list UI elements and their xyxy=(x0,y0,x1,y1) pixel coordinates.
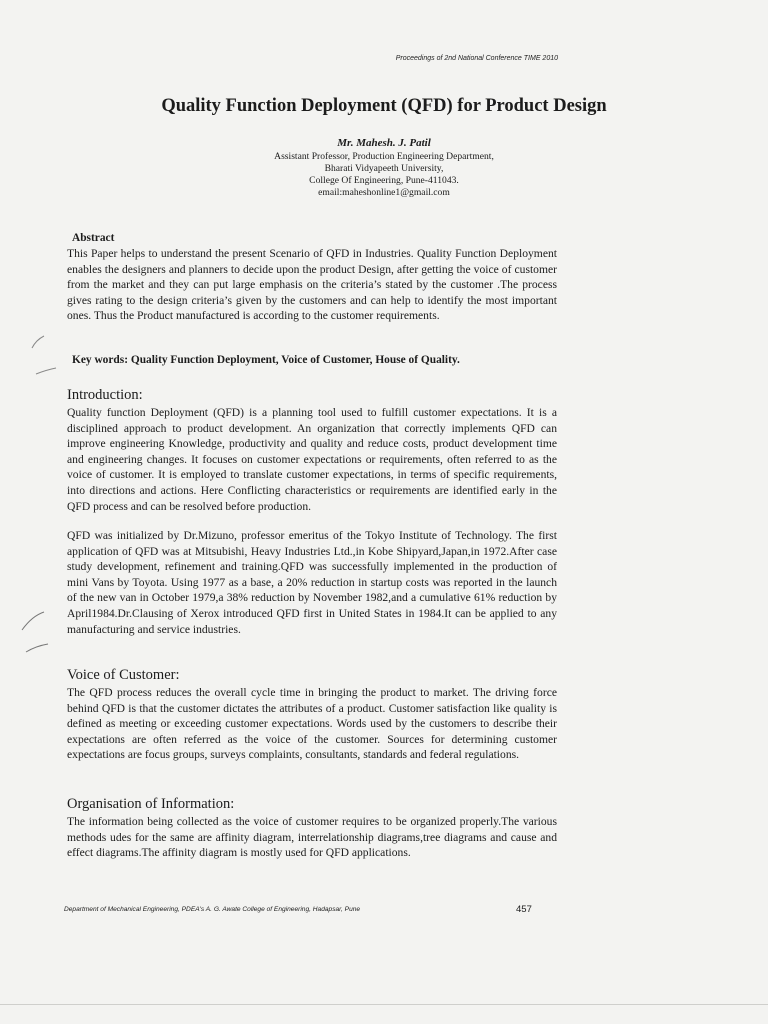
abstract-heading: Abstract xyxy=(72,232,115,244)
section-heading-organisation: Organisation of Information: xyxy=(67,796,235,812)
voice-of-customer-paragraph: The QFD process reduces the overall cycle time in bringing the product to market. The driving force behind QFD is that the customer dictates the attributes of a product. Customer satisfaction like quality is defined as meeting or exceeding customer expectations. Words used by the customers to describe their expectations are often referred as the voice of the customer. Sources for determining customer expectations are focus groups, surveys complaints, consultants, standards and federal regulations. xyxy=(67,686,557,762)
affiliation-line: College Of Engineering, Pune-411043. xyxy=(309,175,459,186)
pencil-mark-decoration xyxy=(26,330,66,380)
author-block xyxy=(0,136,768,199)
footer-department: Department of Mechanical Engineering, PDEA's A. G. Awate College of Engineering, Hadapsar, Pune xyxy=(64,906,361,913)
affiliation-line: Assistant Professor, Production Engineering Department, xyxy=(274,151,494,162)
affiliation-line: Bharati Vidyapeeth University, xyxy=(324,163,444,174)
author-name: Mr. Mahesh. J. Patil xyxy=(337,137,431,149)
section-heading-introduction: Introduction: xyxy=(67,387,143,403)
conference-header: Proceedings of 2nd National Conference TIME 2010 xyxy=(395,55,558,62)
author-email: email:maheshonline1@gmail.com xyxy=(318,187,450,198)
intro-paragraph-1: Quality function Deployment (QFD) is a planning tool used to fulfill customer expectations. It is a disciplined approach to product development. An organization that correctly implements QFD can improve engineering Knowledge, productivity and quality and reduce costs, product development time and engineering changes. It focuses on customer expectations or requirements, often referred to as the voice of customer. It is employed to translate customer expectations, in terms of specific requirements, into directions and actions. Here Conflicting characteristics or requirements are identified early in the QFD process and can be resolved before production. xyxy=(67,406,557,513)
abstract-text: This Paper helps to understand the present Scenario of QFD in Industries. Quality Function Deployment enables the designers and planners to decide upon the product Design, after getting the voice of customer from the market and they can put large emphasis on the criteria’s stated by the customer .The process gives rating to the design criteria’s given by the customers and can help to identify the most important ones. Thus the Product manufactured is according to the customer requirements. xyxy=(67,247,557,323)
intro-paragraph-2: QFD was initialized by Dr.Mizuno, professor emeritus of the Tokyo Institute of Technology. The first application of QFD was at Mitsubishi, Heavy Industries Ltd.,in Kobe Shipyard,Japan,in 1972.After case study development, refinement and training.QFD was successfully implemented in the production of mini Vans by Toyota. Using 1977 as a base, a 20% reduction in startup costs was reported in the launch of the new van in October 1979,a 38% reduction by November 1982,and a cumulative 61% reduction by April1984.Dr.Clausing of Xerox introduced QFD first in United States in 1984.It can be applied to any manufacturing and service industries. xyxy=(67,529,557,636)
pencil-mark-decoration xyxy=(14,600,54,660)
page-edge-line xyxy=(0,1004,768,1005)
keywords: Key words: Quality Function Deployment, Voice of Customer, House of Quality. xyxy=(72,354,460,366)
section-heading-voice-of-customer: Voice of Customer: xyxy=(67,667,180,683)
organisation-paragraph: The information being collected as the voice of customer requires to be organized properly.The various methods udes for the same are affinity diagram, interrelationship diagrams,tree diagrams and cause and effect diagrams.The affinity diagram is mostly used for QFD applications. xyxy=(67,815,557,860)
page-number: 457 xyxy=(516,904,532,915)
paper-title: Quality Function Deployment (QFD) for Product Design xyxy=(161,96,607,116)
